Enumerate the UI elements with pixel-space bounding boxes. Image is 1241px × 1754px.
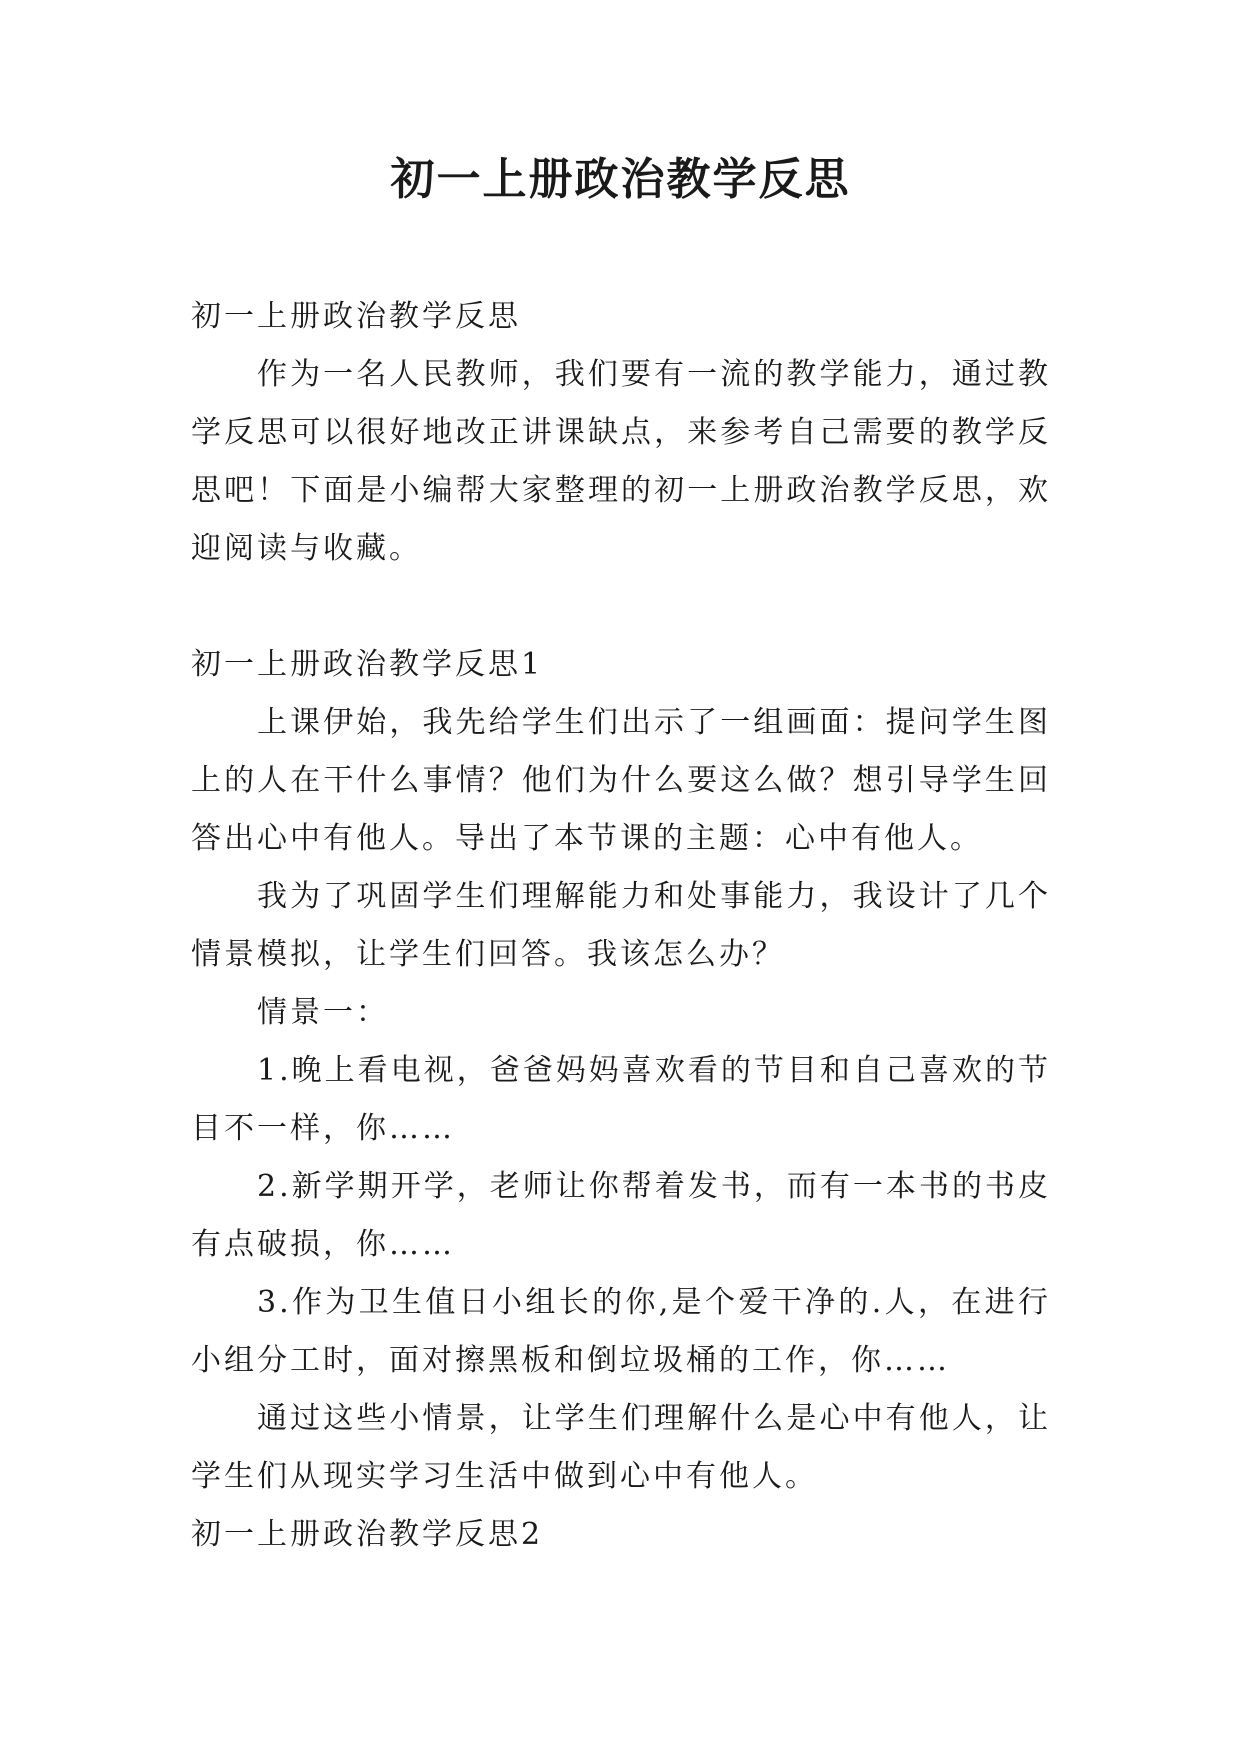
section-1-paragraph-conclusion: 通过这些小情景，让学生们理解什么是心中有他人，让学生们从现实学习生活中做到心中有他人。 bbox=[191, 1401, 1051, 1494]
section-1-item-3: 3.作为卫生值日小组长的你,是个爱干净的.人，在进行小组分工时，面对擦黑板和倒垃圾桶的工作，你…… bbox=[191, 1285, 1051, 1378]
section-gap bbox=[191, 578, 1051, 636]
section-1-heading: 初一上册政治教学反思1 bbox=[191, 647, 544, 682]
section-1-paragraph-2: 我为了巩固学生们理解能力和处事能力，我设计了几个情景模拟，让学生们回答。我该怎么办？ bbox=[191, 879, 1051, 972]
section-1-item-1: 1.晚上看电视，爸爸妈妈喜欢看的节目和自己喜欢的节目不一样，你…… bbox=[191, 1053, 1051, 1146]
document-title: 初一上册政治教学反思 bbox=[390, 154, 851, 205]
section-2-heading: 初一上册政治教学反思2 bbox=[191, 1517, 544, 1552]
document-subtitle: 初一上册政治教学反思 bbox=[191, 299, 521, 334]
section-1-item-2: 2.新学期开学，老师让你帮着发书，而有一本书的书皮有点破损，你…… bbox=[191, 1169, 1051, 1262]
section-1-paragraph-1: 上课伊始，我先给学生们出示了一组画面：提问学生图上的人在干什么事情？他们为什么要这么做？想引导学生回答出心中有他人。导出了本节课的主题：心中有他人。 bbox=[191, 705, 1051, 856]
section-1-paragraph-3: 情景一： bbox=[257, 995, 389, 1030]
document-body bbox=[191, 288, 1051, 1564]
intro-paragraph: 作为一名人民教师，我们要有一流的教学能力，通过教学反思可以很好地改正讲课缺点，来参考自己需要的教学反思吧！下面是小编帮大家整理的初一上册政治教学反思，欢迎阅读与收藏。 bbox=[191, 357, 1051, 566]
